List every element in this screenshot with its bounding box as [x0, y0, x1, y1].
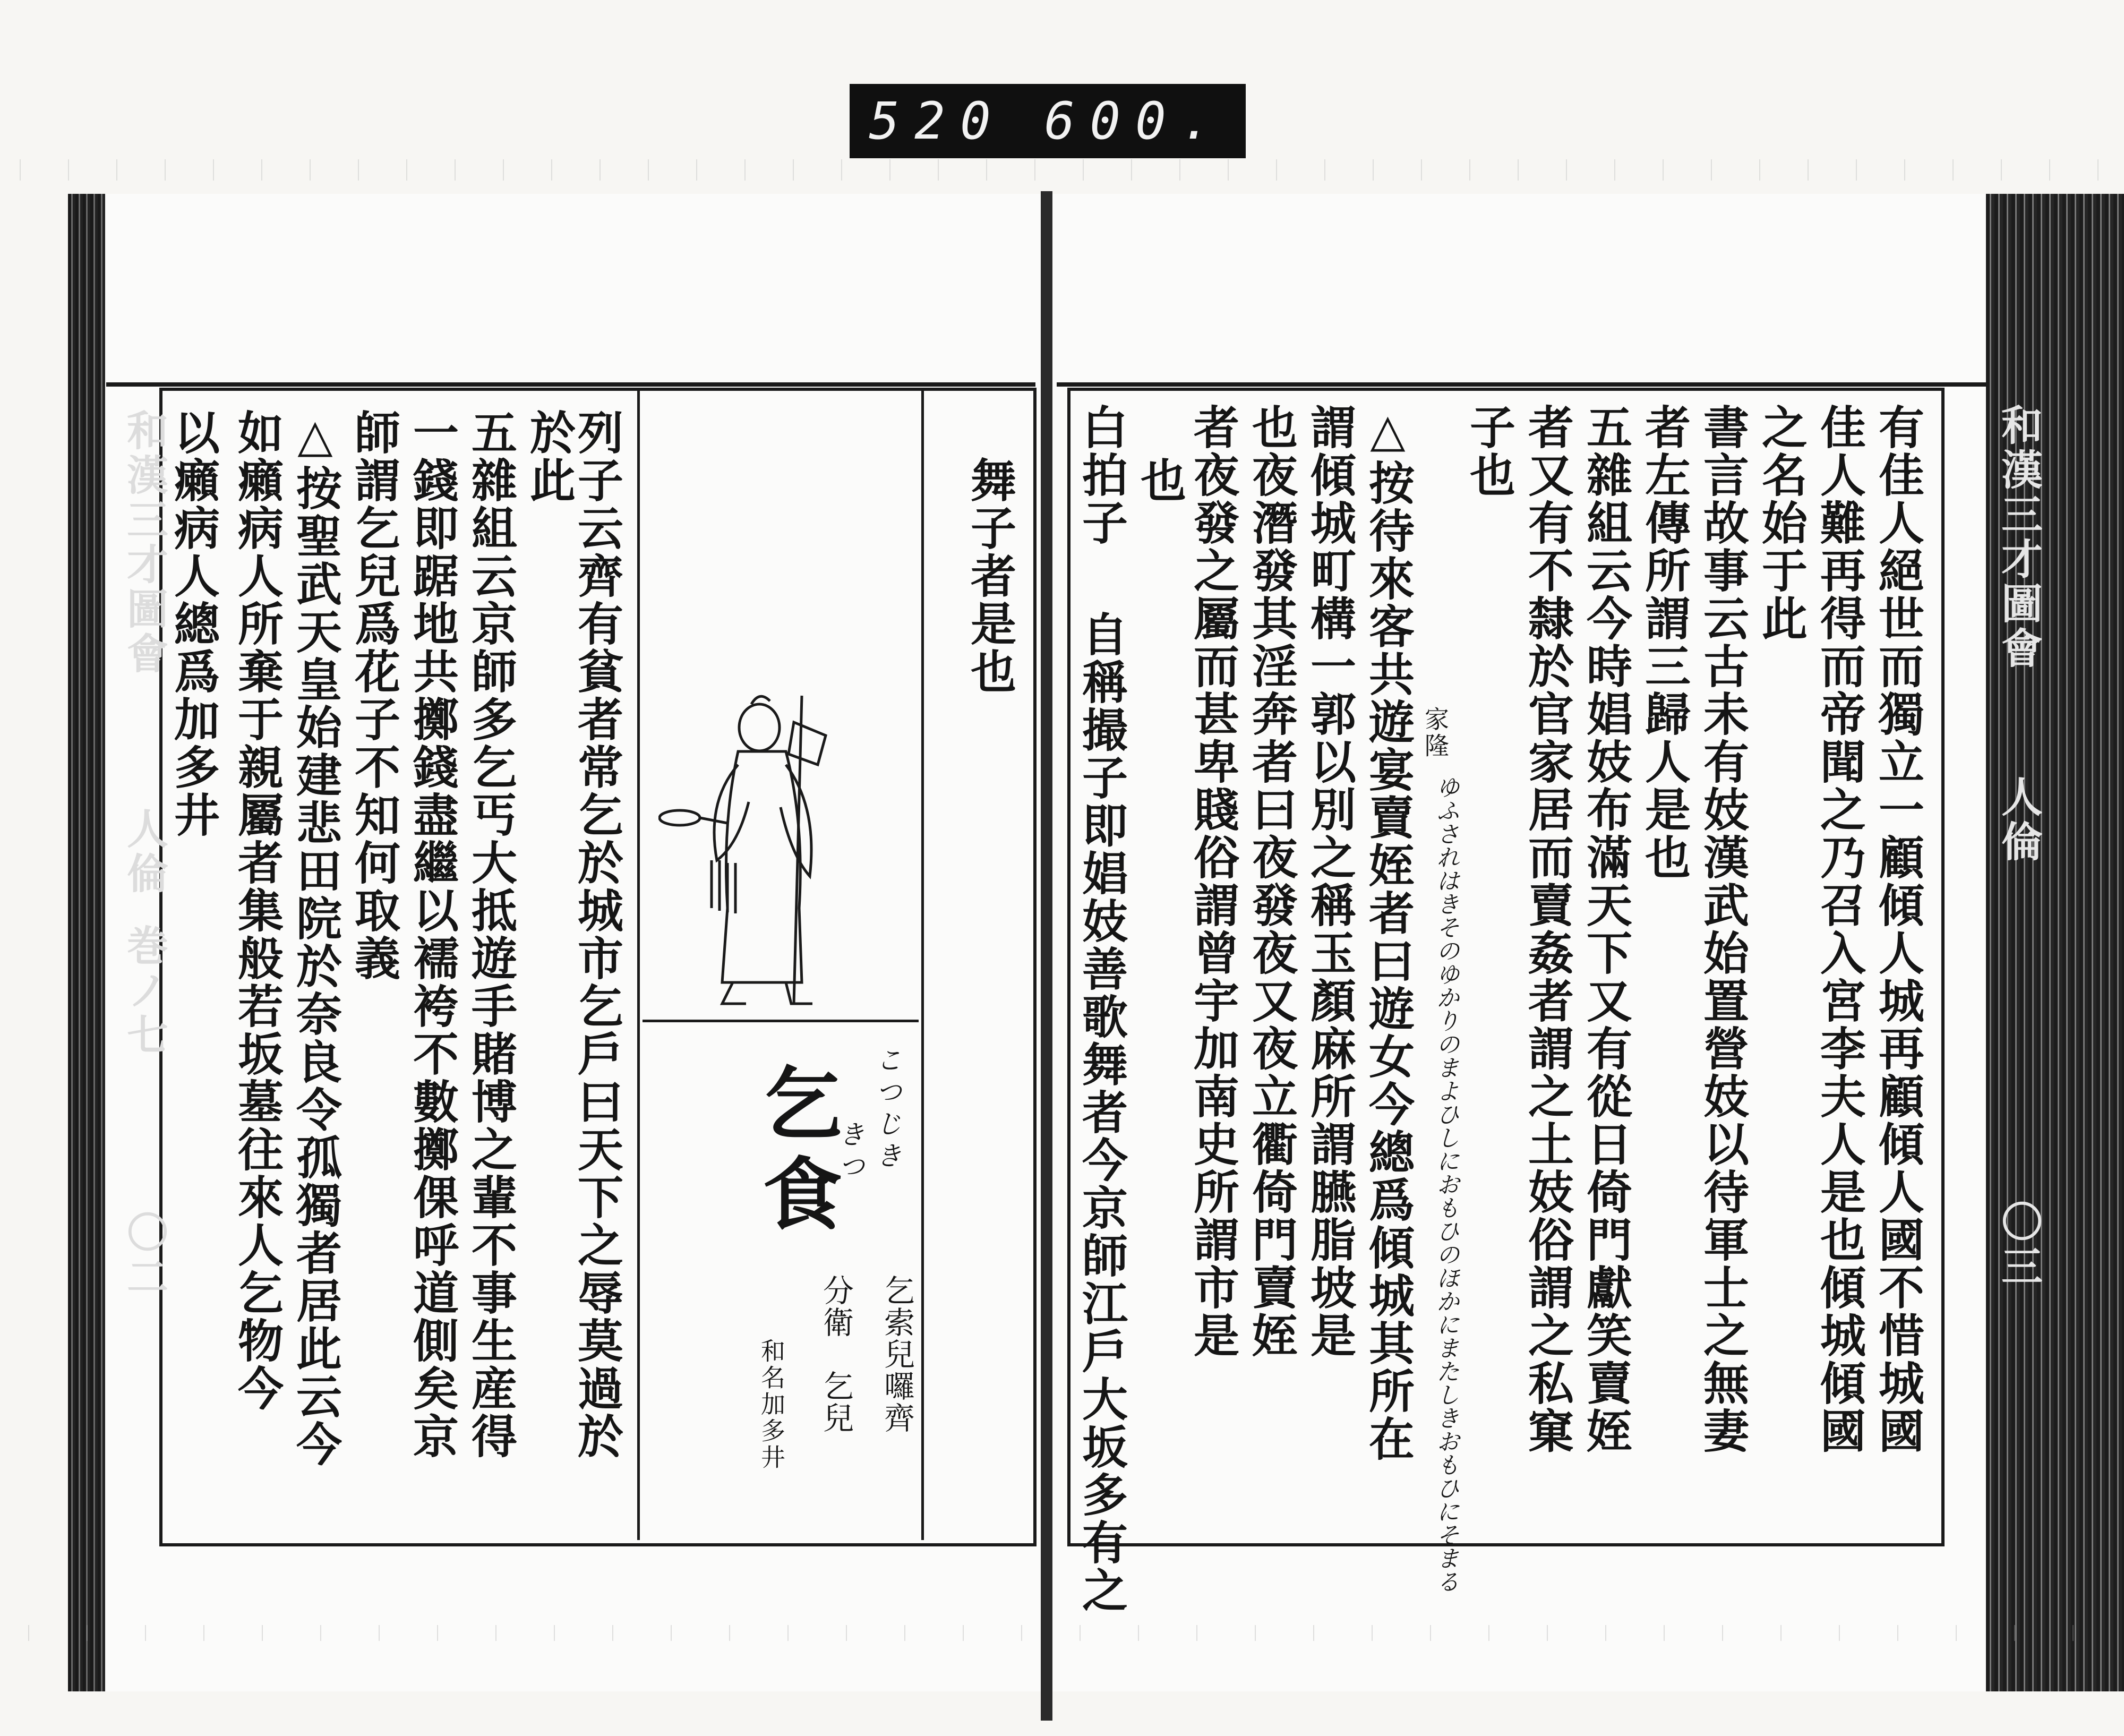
left-margin-volume: 巻ノ七: [120, 924, 168, 1058]
text-column: 也: [1133, 457, 1186, 504]
text-column: 師謂乞兒爲花子不知何取義: [347, 409, 400, 982]
catalog-number-right: 600.: [1044, 91, 1227, 151]
text-column: 五雜組云今時娼妓布滿天下又有從日倚門獻笑賣姪: [1579, 404, 1632, 1455]
synonym-line: 分衛 乞兒: [818, 1275, 854, 1434]
straw-apron: [712, 860, 735, 913]
illustration-divider: [921, 390, 924, 1540]
poem-attribution: 家隆: [1421, 706, 1450, 759]
text-column: 佳人難再得而帝聞之乃召入宮李夫人是也傾城傾國: [1812, 404, 1866, 1455]
begging-bowl: [660, 810, 700, 825]
text-column: 者又有不隸於官家居而賣姦者謂之土妓俗謂之私窠: [1520, 404, 1574, 1455]
scan-speckles: [0, 159, 2124, 181]
text-column: 也夜潛發其淫奔者曰夜發夜又夜立衢倚門賣姪: [1244, 404, 1298, 1359]
left-page-top-rule: [106, 382, 1035, 387]
kana-poem: ゆふされはきそのゆかりのまよひしにおもひのほかにまたしきおもひにそまる: [1432, 775, 1459, 1593]
headword-reading-sub: きつ: [834, 1121, 865, 1184]
right-margin-folio: 〇三: [1994, 1200, 2043, 1289]
headword-box-rule: [643, 1020, 919, 1022]
left-margin-section: 人倫: [120, 807, 168, 896]
book-spine: [1041, 191, 1052, 1721]
text-column: 子也: [1462, 404, 1515, 499]
text-column: 白拍子: [1074, 404, 1128, 547]
headword-reading: こつじき: [871, 1046, 902, 1174]
catalog-number-left: 520: [869, 91, 1006, 151]
text-column: 書言故事云古未有妓漢武始置營妓以待軍士之無妻: [1695, 404, 1749, 1455]
figure-sleeve-right: [781, 765, 811, 876]
right-page-top-rule: [1057, 382, 1986, 387]
header-column: 舞子者是也: [963, 457, 1016, 696]
figure-feet: [722, 982, 812, 1004]
figure-sleeve: [714, 765, 749, 860]
beggar-illustration: [658, 685, 860, 1014]
left-page-edge: [68, 194, 105, 1691]
text-column: 謂傾城町構一郭以別之稱玉顏麻所謂臙脂坡是: [1303, 404, 1356, 1359]
left-margin-title: 和漢三才圖會: [120, 409, 168, 677]
left-text-divider: [637, 390, 640, 1540]
text-column: 於此: [522, 409, 576, 504]
bundle-on-back: [789, 722, 826, 765]
catalog-label: [850, 84, 1246, 158]
synonym-line: 和名加多井: [757, 1338, 786, 1471]
text-column: 者夜發之屬而甚卑賤俗謂曾宇加南史所謂市是: [1186, 404, 1239, 1359]
right-margin-title: 和漢三才圖會: [1994, 404, 2043, 671]
left-margin-folio: 〇二: [120, 1211, 168, 1300]
text-column: 列子云齊有貧者常乞於城市乞戶曰天下之辱莫過於: [570, 409, 623, 1460]
text-column: 五雜組云京師多乞丐大抵遊手賭博之輩不事生産得: [464, 409, 517, 1460]
figure-head: [739, 704, 780, 751]
text-column: 者左傳所謂三歸人是也: [1637, 404, 1691, 882]
text-column: △按聖武天皇始建悲田院於奈良令孤獨者居此云今: [288, 409, 342, 1468]
text-column: 有佳人絕世而獨立一顧傾人城再顧傾人國不惜城國: [1871, 404, 1924, 1455]
headword-title: 乞食: [749, 1062, 842, 1243]
text-column: 一錢即踞地共擲錢盡繼以襦袴不數擲倮呼道側矣京: [405, 409, 459, 1460]
text-column: 之名始于此: [1754, 404, 1808, 643]
right-margin-section: 人倫: [1994, 775, 2043, 865]
text-column: 如癩病人所棄于親屬者集般若坂墓往來人乞物今: [230, 409, 284, 1413]
text-column: 自稱撮子即娼妓善歌舞者今京師江戶大坂多有之: [1074, 611, 1128, 1614]
text-column: 以癩病人總爲加多井: [166, 409, 220, 839]
text-column: △按待來客共遊宴賣姪者曰遊女今總爲傾城其所在: [1361, 404, 1415, 1463]
synonym-line: 乞索兒囉齊: [879, 1275, 915, 1434]
scan-speckles-bottom: [0, 1625, 2124, 1641]
